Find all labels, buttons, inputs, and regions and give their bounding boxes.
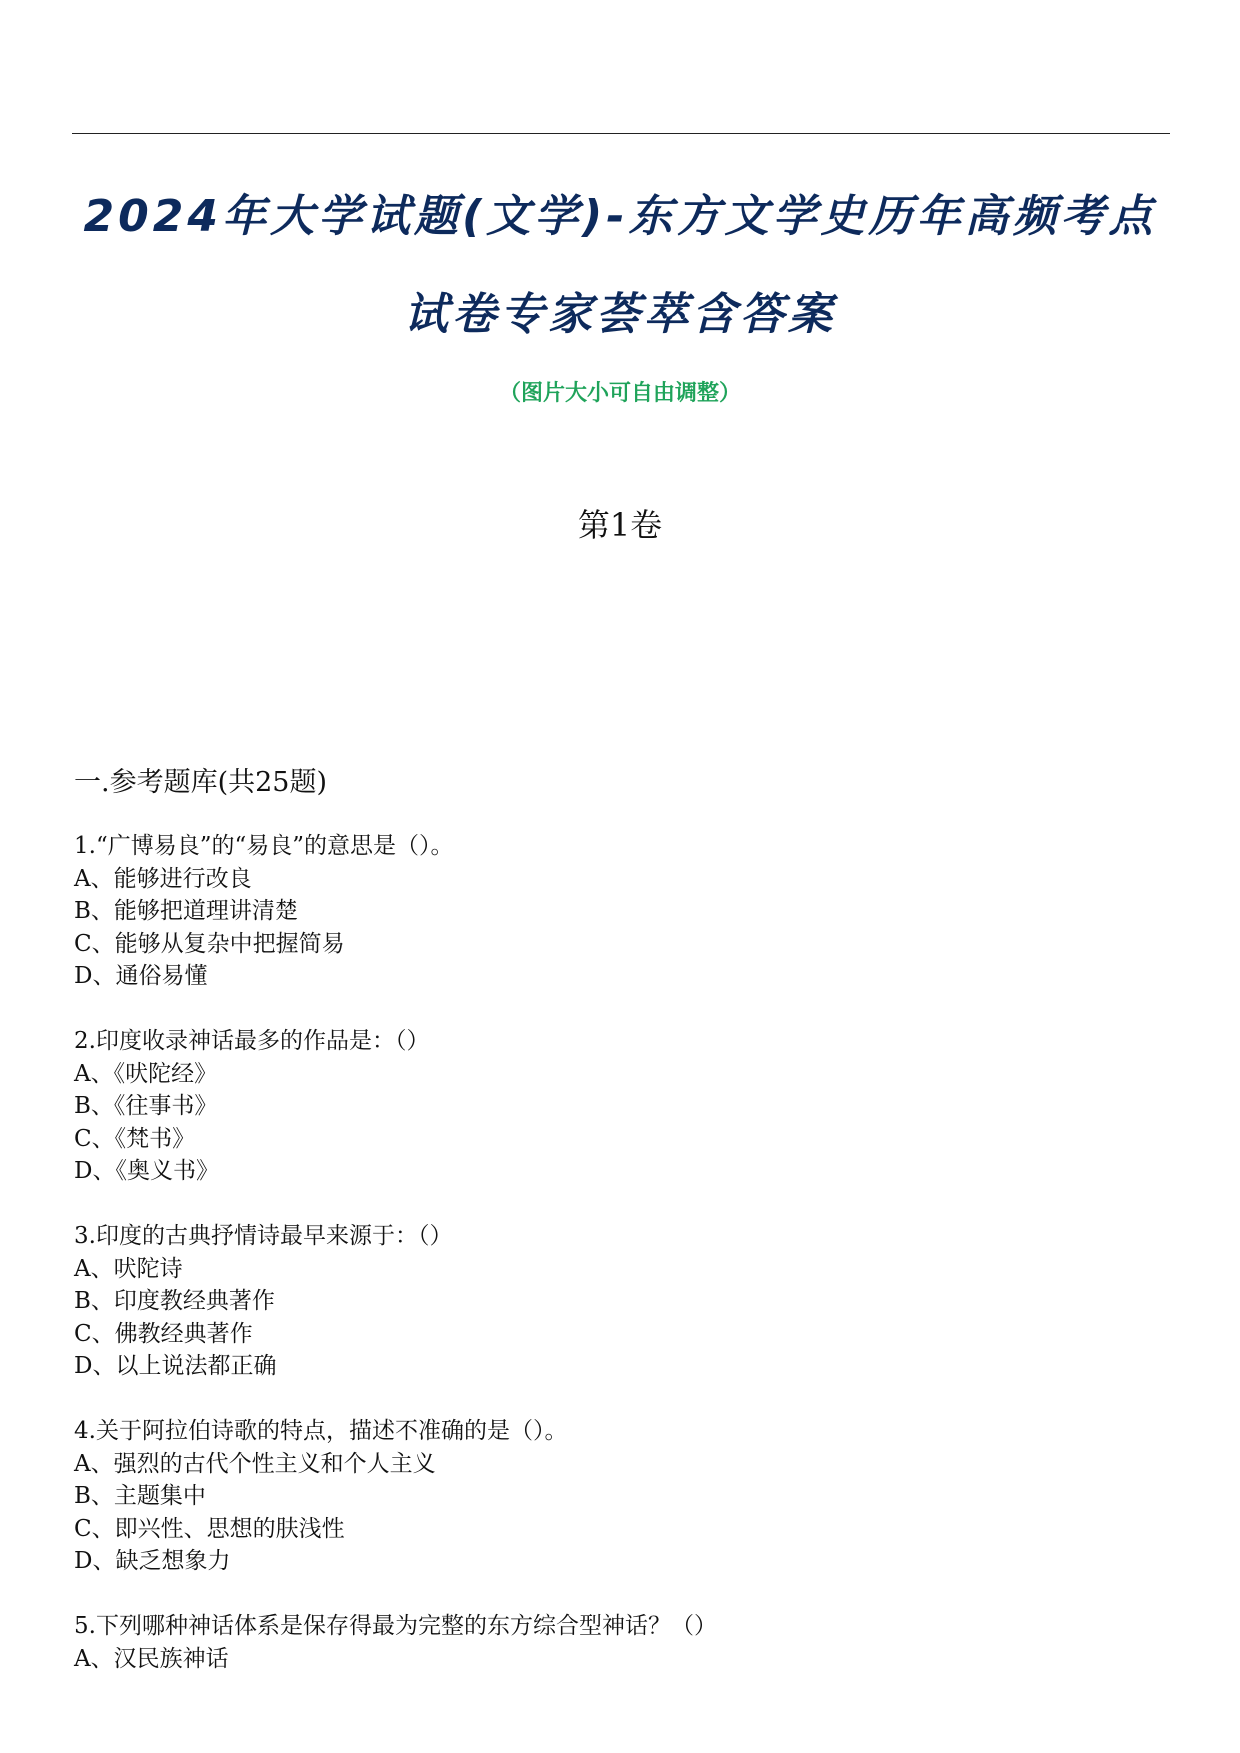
question-stem: 1.“广博易良”的“易良”的意思是（）。 bbox=[74, 833, 454, 859]
answer-option: D、以上说法都正确 bbox=[74, 1353, 277, 1379]
top-divider bbox=[72, 133, 1170, 134]
question-stem: 2.印度收录神话最多的作品是：（） bbox=[74, 1028, 430, 1054]
document-title-line-1: 2024年大学试题(文学)-东方文学史历年高频考点 bbox=[83, 191, 1157, 242]
volume-heading: 第1卷 bbox=[577, 506, 663, 544]
answer-option: A、吠陀诗 bbox=[74, 1255, 183, 1282]
answer-option: A、汉民族神话 bbox=[74, 1645, 229, 1672]
answer-option: D、《奥义书》 bbox=[74, 1158, 219, 1184]
answer-option: B、能够把道理讲清楚 bbox=[74, 898, 298, 924]
answer-option: C、能够从复杂中把握简易 bbox=[74, 930, 345, 957]
answer-option: A、强烈的古代个性主义和个人主义 bbox=[74, 1450, 436, 1477]
document-title-line-2: 试卷专家荟萃含答案 bbox=[404, 289, 836, 340]
question-stem: 4.关于阿拉伯诗歌的特点，描述不准确的是（）。 bbox=[74, 1418, 568, 1444]
section-title: 一.参考题库(共25题) bbox=[74, 767, 328, 798]
answer-option: D、缺乏想象力 bbox=[74, 1548, 231, 1574]
question-item bbox=[74, 1610, 1174, 1675]
answer-option: C、即兴性、思想的肤浅性 bbox=[74, 1515, 345, 1542]
answer-option: D、通俗易懂 bbox=[74, 963, 208, 989]
question-list bbox=[74, 830, 1174, 1708]
question-stem: 3.印度的古典抒情诗最早来源于：（） bbox=[74, 1223, 453, 1249]
answer-option: B、主题集中 bbox=[74, 1483, 206, 1509]
answer-option: A、能够进行改良 bbox=[74, 865, 252, 892]
question-item bbox=[74, 1415, 1174, 1578]
answer-option: B、印度教经典著作 bbox=[74, 1288, 275, 1314]
question-item bbox=[74, 1220, 1174, 1383]
answer-option: A、《吠陀经》 bbox=[74, 1060, 218, 1087]
answer-option: C、《梵书》 bbox=[74, 1125, 196, 1152]
image-size-note: （图片大小可自由调整） bbox=[498, 381, 741, 406]
question-item bbox=[74, 830, 1174, 993]
answer-option: C、佛教经典著作 bbox=[74, 1320, 253, 1347]
question-stem: 5.下列哪种神话体系是保存得最为完整的东方综合型神话？（） bbox=[74, 1613, 717, 1639]
question-item bbox=[74, 1025, 1174, 1188]
answer-option: B、《往事书》 bbox=[74, 1093, 218, 1119]
